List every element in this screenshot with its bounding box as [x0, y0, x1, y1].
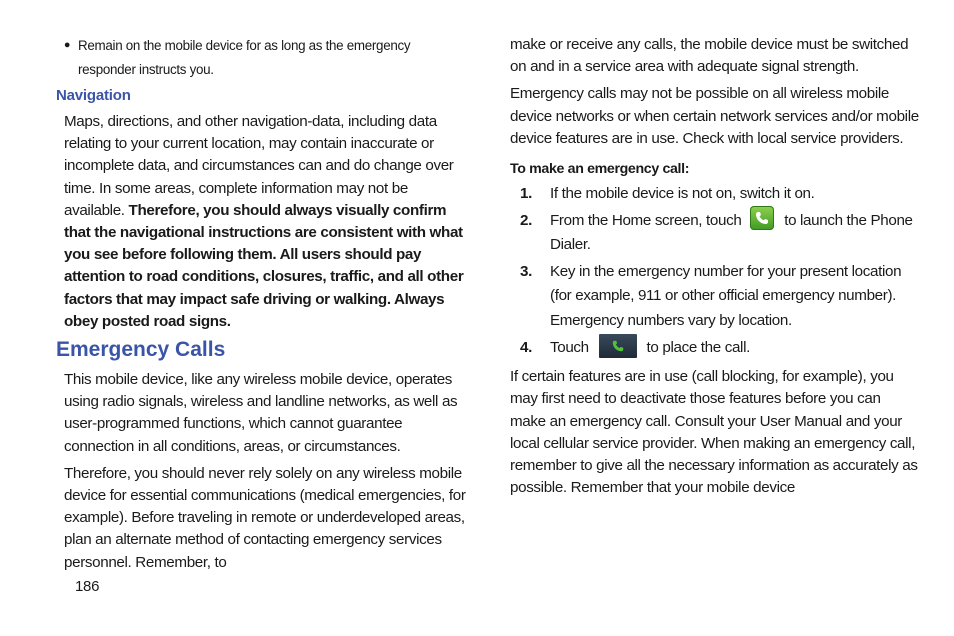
step-number: 4.	[520, 338, 532, 356]
right-paragraph-1: make or receive any calls, the mobile device must be switched on and in a service area with adequate signal strength.	[510, 36, 909, 76]
step-text-after: to place the call.	[642, 338, 750, 356]
navigation-heading: Navigation	[56, 87, 131, 104]
bullet-item	[56, 34, 466, 82]
step-item	[510, 182, 920, 207]
step-number: 3.	[520, 262, 532, 280]
step-number: 2.	[520, 211, 532, 229]
bullet-text: Remain on the mobile device for as long as the emergency responder instructs you.	[78, 38, 411, 77]
bullet-dot-icon: ●	[63, 39, 71, 51]
right-column	[510, 34, 920, 499]
left-column	[56, 34, 466, 574]
right-paragraph-2: Emergency calls may not be possible on all wireless mobile device networks or when certain network services and/or mobile device features are in use. Check with local service providers.	[510, 85, 919, 147]
step-text-after: to launch the Phone Dialer.	[550, 211, 913, 254]
step-text-before: Touch	[550, 338, 593, 356]
step-text: Key in the emergency number for your present location (for example, 911 or other official emergency number). Emergency numbers vary by location.	[550, 262, 902, 329]
emergency-paragraph-2: Therefore, you should never rely solely on any wireless mobile device for essential communications (medical emergencies, for example). Before traveling in remote or underdeveloped areas, plan an alternate method of contacting emergency services personnel. Remember, to	[64, 464, 466, 571]
section-title: Emergency Calls	[56, 338, 226, 362]
right-paragraph-3: If certain features are in use (call blocking, for example), you may first need to deactivate those features before you can make an emergency call. Consult your User Manual and your local cellular service provider. When making an emergency call, remember to give all the necessary information as accurately as possible. Remember that your mobile device	[510, 368, 918, 497]
call-button-icon	[599, 334, 637, 358]
page-number: 186	[75, 578, 100, 595]
step-item	[510, 260, 920, 334]
step-item	[510, 336, 920, 361]
step-text	[550, 336, 920, 361]
phone-app-icon	[750, 206, 774, 230]
navigation-text: Maps, directions, and other navigation-data, including data relating to your current location, may contain inaccurate or incomplete data, and circumstances can and do change over time. In some areas, complete information may not be available.	[64, 113, 454, 219]
step-text: If the mobile device is not on, switch it on.	[550, 185, 815, 203]
step-item	[510, 209, 920, 258]
step-text-before: From the Home screen, touch	[550, 211, 746, 229]
emergency-paragraph-1: This mobile device, like any wireless mobile device, operates using radio signals, wireless and landline networks, as well as user-programmed functions, which cannot guarantee connection in all conditions, areas, or circumstances.	[64, 371, 458, 455]
step-number: 1.	[520, 185, 532, 203]
navigation-warning-text: Therefore, you should always visually confirm that the navigational instructions are consistent with what you see before following them. All users should pay attention to road conditions, closures, traffic, and all other factors that may impact safe driving or walking. Always obey posted road signs.	[64, 201, 464, 330]
step-text	[550, 209, 920, 258]
navigation-paragraph	[64, 111, 466, 333]
procedure-title: To make an emergency call:	[510, 161, 690, 178]
